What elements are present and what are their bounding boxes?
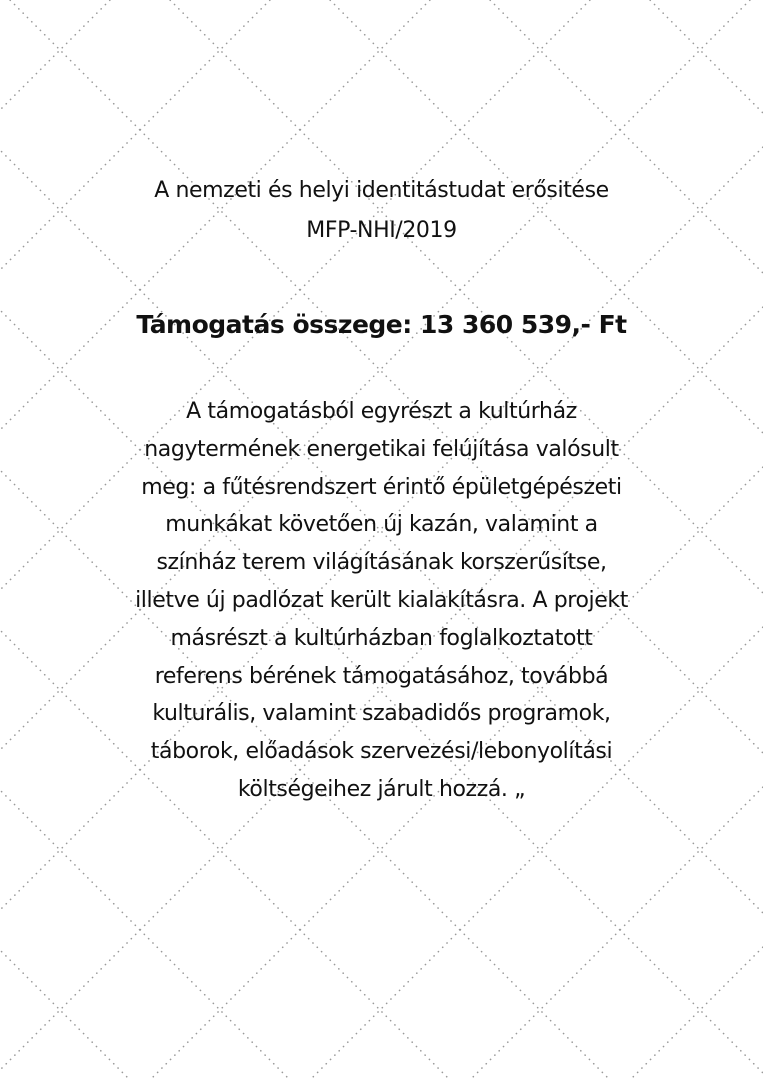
description-line: másrészt a kultúrházban foglalkoztatott (170, 625, 593, 651)
description-line: illetve új padlózat került kialakításra. A projekt (135, 587, 628, 613)
description-line: referens bérének támogatásához, továbbá (154, 663, 609, 689)
description-line: A támogatásból egyrészt a kultúrház (186, 399, 577, 424)
project-title-line: A nemzeti és helyi identitástudat erősitése (154, 178, 609, 203)
support-amount: Támogatás összege: 13 360 539,- Ft (136, 310, 627, 339)
description-line: munkákat követően új kazán, valamint a (165, 512, 598, 538)
project-code: MFP-NHI/2019 (306, 218, 457, 243)
project-title (30, 171, 733, 251)
project-description (40, 393, 723, 809)
description-line: nagytermének energetikai felújítása valósult (144, 436, 619, 462)
description-line: kulturális, valamint szabadidős programok, (152, 701, 611, 727)
description-line: meg: a fűtésrendszert érintő épületgépészeti (141, 474, 622, 500)
description-line: költségeihez járult hozzá. „ (237, 776, 526, 802)
description-line: táborok, előadások szervezési/lebonyolítási (150, 739, 613, 765)
description-line: színház terem világításának korszerűsítse, (156, 550, 607, 576)
